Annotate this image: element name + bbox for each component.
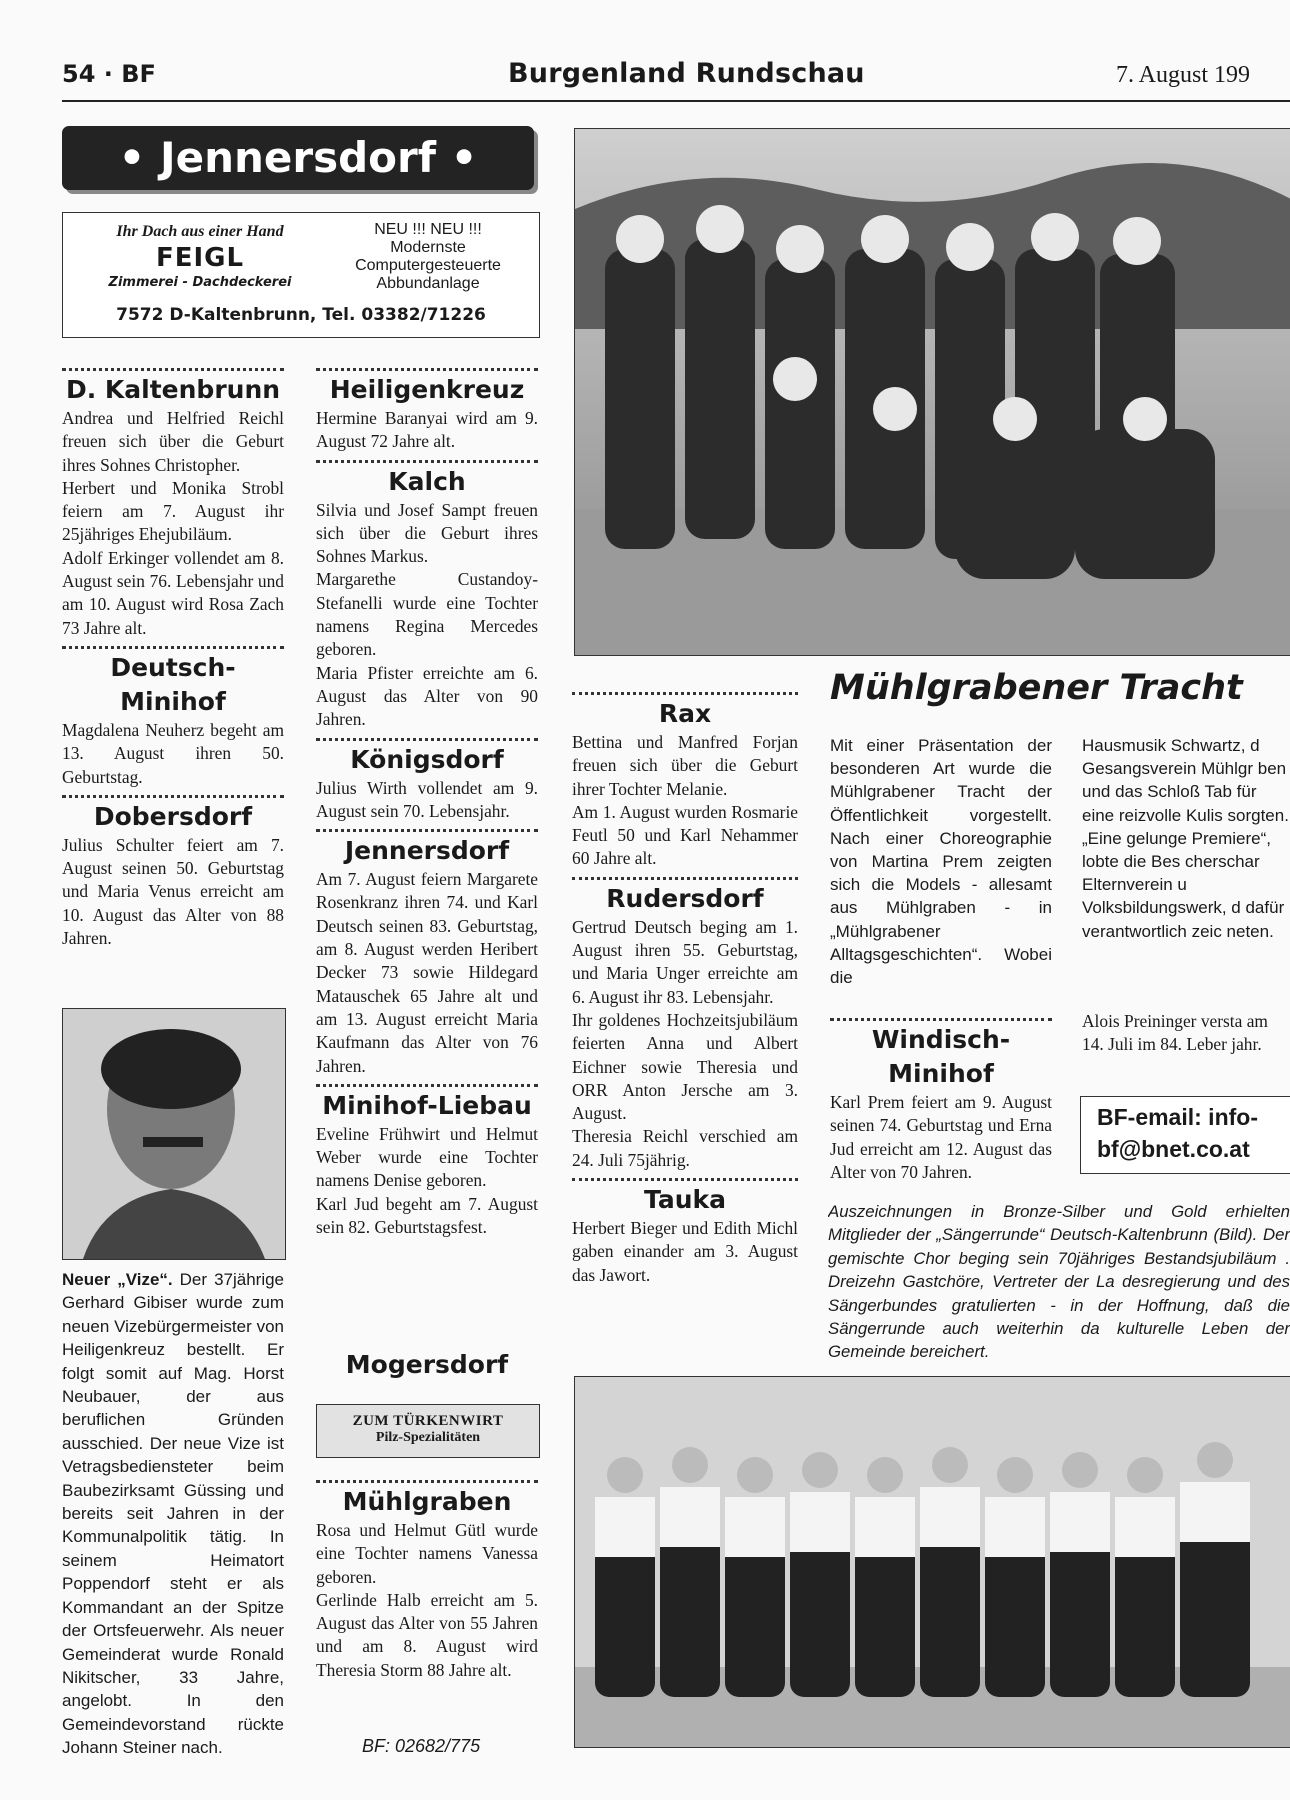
section-paragraph: Hermine Baranyai wird am 9. August 72 Jahre alt. (316, 408, 538, 452)
vize-caption (62, 1268, 284, 1760)
page-number: 54 · BF (62, 60, 156, 88)
news-section (316, 829, 538, 1078)
news-section (62, 368, 284, 640)
ad-promo-line: Computergesteuerte (355, 257, 501, 274)
email-line: BF-email: info- (1097, 1104, 1258, 1130)
section-paragraph: Am 7. August feiern Margarete Rosenkranz ihren 74. und Karl Deutsch seinen 83. Geburtstag, am 8. August werden Heribert Decker 73 sowie Hildegard Matauschek 65 Jahre alt und am 13. August erreicht Maria Kaufmann das Alter von 76 Jahren. (316, 869, 538, 1076)
separator (316, 460, 538, 463)
choir-caption: Auszeichnungen in Bronze-Silber und Gold erhielten Mitglieder der „Sängerrunde“ Deutsch-Kaltenbrunn (Bild). Der gemischte Chor beging sein 70jähriges Bestandsjubiläum . Dreizehn Gastchöre, Vertreter der La desregierung und des Sängerbundes gratulierten - in der Hoffnung, daß die Sängerrunde auch weiterhin da kulturelle Leben der Gemeinde bereichert. (828, 1202, 1290, 1362)
separator (316, 1480, 538, 1483)
section-paragraph: Herbert Bieger und Edith Michl gaben einander am 3. August das Jawort. (572, 1218, 798, 1285)
section-heading: Heiligenkreuz (329, 375, 525, 404)
news-section (62, 646, 284, 789)
news-section (316, 460, 538, 732)
section-paragraph: Herbert und Monika Strobl feiern am 7. August ihr 25jähriges Ehejubiläum. (62, 477, 284, 545)
section-banner: • Jennersdorf • (62, 126, 534, 190)
tracht-photo-image (575, 129, 1290, 655)
section-paragraph: Maria Pfister erreichte am 6. August das Alter von 90 Jahren. (316, 662, 538, 730)
separator (316, 738, 538, 741)
section-paragraph: Julius Schulter feiert am 7. August seinen 50. Geburtstag und Maria Venus erreicht am 10. August das Alter von 88 Jahren. (62, 834, 284, 949)
feature-text-col-a: Mit einer Präsentation der besonderen Art wurde die Mühlgrabener Tracht der Öffentlichkeit vorgestellt. Nach einer Choreographie von Martina Prem zeigten sich die Models - allesamt aus Mühlgraben - in „Mühlgrabener Alltagsgeschichten“. Wobei die (830, 736, 1052, 988)
ad-trade: Zimmerei - Dachdeckerei (108, 275, 292, 290)
ad-address: 7572 D-Kaltenbrunn, Tel. 03382/71226 (116, 305, 486, 325)
ad-promo-line: NEU !!! NEU !!! (374, 221, 482, 238)
footer-phone: BF: 02682/775 (362, 1736, 481, 1756)
ad-promo (323, 221, 533, 293)
choir-photo-image (575, 1377, 1290, 1747)
column-2-bottom (316, 1474, 538, 1682)
section-heading: Königsdorf (350, 744, 504, 774)
news-section (316, 738, 538, 824)
tracht-group-photo (574, 128, 1290, 656)
column-2 (316, 362, 538, 1239)
news-section (572, 692, 798, 871)
news-section (62, 795, 284, 950)
choir-photo (574, 1376, 1290, 1748)
ad-promo-line: Abbundanlage (376, 275, 480, 292)
section-text: Karl Prem feiert am 9. August seinen 74. Geburtstag und Erna Jud erreicht am 12. August das Alter von 70 Jahren. (830, 1092, 1052, 1182)
news-section (572, 1178, 798, 1287)
section-heading: Rax (658, 699, 712, 728)
separator (62, 646, 284, 649)
section-paragraph: Adolf Erkinger vollendet am 8. August sein 76. Lebensjahr und am 10. August wird Rosa Zach 73 Jahre alt. (62, 547, 284, 638)
section-paragraph: Bettina und Manfred Forjan freuen sich über die Geburt ihrer Tochter Melanie. (572, 732, 798, 799)
ad-slogan: Ihr Dach aus einer Hand (116, 223, 284, 240)
column-1 (62, 362, 284, 950)
section-heading: Rudersdorf (606, 883, 764, 913)
email-box (1080, 1096, 1290, 1174)
ad-name: ZUM TÜRKENWIRT (352, 1413, 504, 1429)
section-paragraph: Julius Wirth vollendet am 9. August sein 70. Lebensjahr. (316, 777, 538, 821)
section-heading: Minihof-Liebau (322, 1090, 532, 1120)
vize-lead: Neuer „Vize“. (62, 1270, 173, 1289)
section-heading: Kalch (388, 466, 466, 496)
section-windisch-minihof (830, 1012, 1052, 1184)
separator (572, 692, 798, 695)
ad-subline: Pilz-Spezialitäten (375, 1430, 481, 1445)
section-heading: Windisch-Minihof (871, 1025, 1011, 1088)
section-heading: Jennersdorf (344, 836, 510, 866)
section-paragraph: Gerlinde Halb erreicht am 5. August das Alter von 55 Jahren und am 8. August wird Theresia Storm 88 Jahre alt. (316, 1589, 538, 1680)
section-paragraph: Margarethe Custandoy-Stefanelli wurde eine Tochter namens Regina Mercedes geboren. (316, 569, 538, 660)
section-heading: Mogersdorf (345, 1350, 509, 1379)
section-heading: Tauka (644, 1185, 726, 1215)
section-paragraph: Andrea und Helfried Reichl freuen sich über die Geburt ihres Sohnes Christopher. (62, 408, 284, 475)
news-section (316, 368, 538, 454)
separator (572, 877, 798, 880)
section-heading: Mühlgraben (342, 1487, 512, 1516)
column-3 (572, 686, 798, 1287)
preininger-note: Alois Preininger versta am 14. Juli im 84. Leber jahr. (1082, 1011, 1268, 1055)
separator (62, 795, 284, 798)
header-rule (62, 100, 1290, 102)
vize-text: Der 37jährige Gerhard Gibiser wurde zum neuen Vizebürgermeister von Heiligenkreuz bestellt. Er folgt somit auf Mag. Horst Neubauer, der aus beruflichen Gründen ausschied. Der neue Vize ist Vetragsbediensteter beim Baubezirksamt Güssing und bereits seit Jahren in der Kommunalpolitik tätig. In seinem Heimatort Poppendorf steht er als Kommandant an der Spitze der Ortsfeuerwehr. Als neuer Gemeinderat wurde Ronald Nikitscher, 33 Jahre, angelobt. In den Gemeindevorstand rückte Johann Steiner nach. (62, 1270, 285, 1758)
section-paragraph: Gertrud Deutsch beging am 1. August ihren 55. Geburtstag, und Maria Unger erreichte am 6. August ihr 83. Lebensjahr. (572, 916, 798, 1007)
portrait-image (63, 1009, 285, 1259)
separator (316, 829, 538, 832)
section-mogersdorf (316, 1348, 538, 1382)
section-paragraph: Rosa und Helmut Gütl wurde eine Tochter namens Vanessa geboren. (316, 1520, 538, 1587)
newspaper-title: Burgenland Rundschau (508, 58, 865, 89)
section-heading: Dobersdorf (93, 801, 253, 831)
issue-date: 7. August 199 (1116, 62, 1251, 88)
feigl-ad (62, 212, 540, 338)
ad-promo-line: Modernste (390, 239, 466, 256)
section-paragraph: Ihr goldenes Hochzeitsjubiläum feierten Anna und Albert Eichner sowie Theresia und ORR Anton Jersche am 3. August. (572, 1009, 798, 1124)
email-address: bf@bnet.co.at (1097, 1136, 1250, 1162)
section-paragraph: Silvia und Josef Sampt freuen sich über die Geburt ihres Sohnes Markus. (316, 499, 538, 567)
section-heading: D. Kaltenbrunn (65, 375, 281, 404)
feature-title: Mühlgrabener Tracht (830, 668, 1243, 708)
section-paragraph: Am 1. August wurden Rosmarie Feutl 50 und Karl Nehammer 60 Jahre alt. (572, 801, 798, 869)
vize-portrait (62, 1008, 286, 1260)
section-paragraph: Theresia Reichl verschied am 24. Juli 75jährig. (572, 1126, 798, 1170)
tuerkenwirt-ad (316, 1404, 540, 1458)
ad-company-name: FEIGL (155, 243, 245, 273)
section-paragraph: Karl Jud begeht am 7. August sein 82. Geburtstagsfest. (316, 1193, 538, 1238)
separator (830, 1018, 1052, 1021)
feature-text-col-b: Hausmusik Schwartz, d Gesangsverein Mühlgr ben und das Schloß Tab für eine reizvolle Kulis sorgten. „Eine gelunge Premiere“, lobte die Bes cherschar Elternverein u Volksbildungswerk, d dafür verantwortlich zeic neten. (1082, 736, 1289, 941)
separator (572, 1178, 798, 1181)
separator (316, 368, 538, 371)
news-section (316, 1084, 538, 1239)
separator (62, 368, 284, 371)
section-paragraph: Eveline Frühwirt und Helmut Weber wurde eine Tochter namens Denise geboren. (316, 1123, 538, 1191)
news-section (572, 877, 798, 1172)
section-paragraph: Magdalena Neuherz begeht am 13. August ihren 50. Geburtstag. (62, 719, 284, 787)
section-heading: Deutsch-Minihof (110, 652, 236, 716)
news-section (316, 1480, 538, 1682)
separator (316, 1084, 538, 1087)
